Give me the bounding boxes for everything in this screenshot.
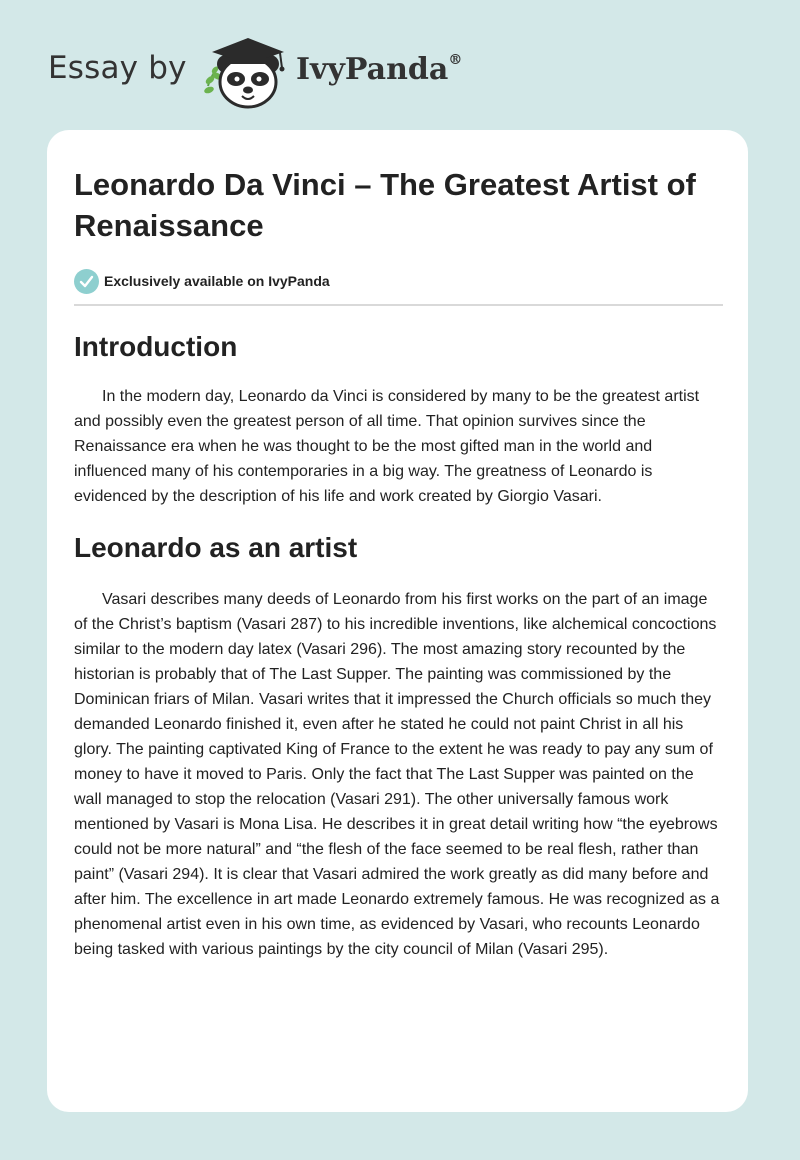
brand-name[interactable] — [296, 52, 462, 87]
essay-content — [74, 130, 724, 962]
essay-card — [47, 130, 748, 1112]
essay-title: Leonardo Da Vinci – The Greatest Artist of Renaissance — [74, 167, 696, 243]
exclusive-badge — [74, 268, 724, 294]
registered-mark: ® — [448, 52, 463, 68]
section-paragraph-leonardo-as-artist: Vasari describes many deeds of Leonardo from his first works on the part of an image of the Christ’s baptism (Vasari 287) to his incredible inventions, like alchemical concoctions similar to the modern day latex (Vasari 296). The most amazing story recounted by the historian is probably that of The Last Supper. The painting was commissioned by the Dominican friars of Milan. Vasari writes that it impressed the Church officials so much they demanded Leonardo finished it, even after he stated he could not paint Christ in all his glory. The painting captivated King of France to the extent he was ready to pay any sum of money to have it moved to Paris. Only the fact that The Last Supper was painted on the wall managed to stop the relocation (Vasari 291). The other universally famous work mentioned by Vasari is Mona Lisa. He describes it in great detail writing how “the eyebrows could not be more natural” and “the flesh of the face seemed to be real flesh, rather than paint” (Vasari 294). It is clear that Vasari admired the work greatly as did many before and after him. The excellence in art made Leonardo extremely famous. He was recognized as a phenomenal artist even in his own time, as evidenced by Vasari, who recounts Leonardo being tasked with various paintings by the city council of Milan (Vasari 295). — [74, 591, 720, 958]
site-header — [48, 30, 548, 110]
check-icon — [74, 269, 99, 294]
section-heading-leonardo-as-artist: Leonardo as an artist — [74, 532, 358, 563]
essay-by-label: Essay by — [48, 50, 187, 86]
section-heading-introduction: Introduction — [74, 331, 238, 362]
section-paragraph-introduction: In the modern day, Leonardo da Vinci is considered by many to be the greatest artist and possibly even the greatest person of all time. That opinion survives since the Renaissance era when he was thought to be the most gifted man in the world and influenced many of his contemporaries in a big way. The greatness of Leonardo is evidenced by the description of his life and work created by Giorgio Vasari. — [74, 388, 700, 505]
title-divider — [74, 304, 723, 306]
exclusive-badge-text: Exclusively available on IvyPanda — [104, 273, 330, 289]
brand-name-text: IvyPanda — [296, 52, 449, 87]
panda-graduate-logo-icon[interactable] — [200, 34, 292, 110]
